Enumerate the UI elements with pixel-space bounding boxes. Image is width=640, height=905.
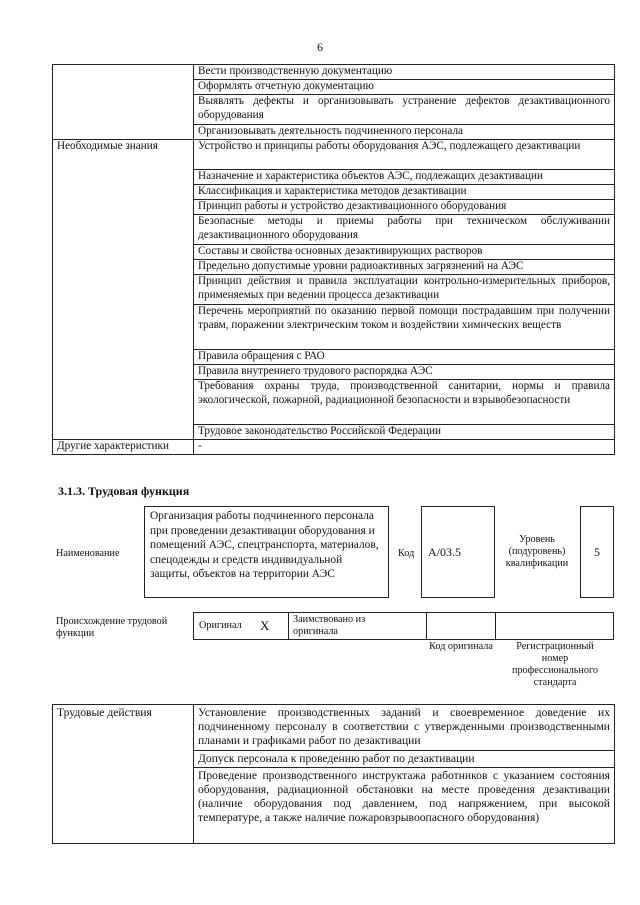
table-row: Вести производственную документацию [194,65,615,80]
table-row: Устройство и принципы работы оборудования АЭС, подлежащего дезактивации [194,140,615,170]
actions-label: Трудовые действия [53,705,194,844]
table-row: Предельно допустимые уровни радиоактивных загрязнений на АЭС [194,260,615,275]
other-value: - [194,440,615,455]
reg-number-cell [495,612,614,640]
table-row: Составы и свойства основных дезактивирующих растворов [194,245,615,260]
knowledge-label: Необходимые знания [53,140,194,440]
page-number: 6 [317,40,323,54]
code-label: Код [398,548,415,559]
empty-label-cell [53,65,194,140]
name-label: Наименование [56,548,120,559]
table-row: Допуск персонала к проведению работ по дезактивации [194,751,615,768]
origin-label: Происхождение трудовой функции [56,616,168,639]
table-row: Выявлять дефекты и организовывать устранение дефектов дезактивационного оборудования [194,95,615,125]
code-value: A/03.5 [428,545,461,559]
table-row: Организовывать деятельность подчиненного персонала [194,125,615,140]
table-row: Принцип действия и правила эксплуатации контрольно-измерительных приборов, применяемых при ведении процесса дезактивации [194,275,615,305]
table-row: Установление производственных заданий и своевременное доведение их подчиненному персоналу в соответствии с утвержденными производственными планами и графиками работ по дезактивации [194,705,615,751]
section-title: 3.1.3. Трудовая функция [58,484,190,498]
level-box [580,506,614,598]
table-row: Проведение производственного инструктажа работников с указанием состояния оборудования, радиационной обстановки на месте проведения дезактивации (наличие оборудования под давлением, под напряжением, при высокой температуре, а также наличие пожаровзрывоопасного оборудования) [194,768,615,844]
level-label: Уровень (подуровень) квалификации [505,534,569,569]
table-row: Оформлять отчетную документацию [194,80,615,95]
reg-caption: Регистрационный номер профессионального стандарта [512,641,598,688]
borrowed-label: Заимствовано из оригинала [293,614,366,637]
table-row: Правила обращения с РАО [194,350,615,365]
table-row: Перечень мероприятий по оказанию первой помощи пострадавшим при получении травм, поражении электрическим током и воздействии химических веществ [194,305,615,350]
table-row: Принцип работы и устройство дезактивационного оборудования [194,200,615,215]
function-name: Организация работы подчиненного персонала при проведении дезактивации оборудования и помещений АЭС, спецтранспорта, материалов, спецодежды и средств индивидуальной защиты, объектов на территории АЭС [150,510,379,581]
original-label: Оригинал [199,620,242,631]
table-row: Классификация и характеристика методов дезактивации [194,185,615,200]
original-cell [193,612,289,640]
table-row: Правила внутреннего трудового распорядка АЭС [194,365,615,380]
table-row: Безопасные методы и приемы работы при техническом обслуживании дезактивационного оборудования [194,215,615,245]
code-box [421,506,495,598]
level-value: 5 [594,545,600,559]
knowledge-table [52,64,615,455]
borrowed-cell [288,612,427,640]
original-mark: X [260,618,270,633]
actions-table [52,704,615,844]
function-name-box [144,506,389,598]
other-label: Другие характеристики [53,440,194,455]
table-row: Трудовое законодательство Российской Федерации [194,425,615,440]
origin-code-cell [426,612,496,640]
code-caption: Код оригинала [429,641,493,652]
table-row: Назначение и характеристика объектов АЭС, подлежащих дезактивации [194,170,615,185]
table-row: Требования охраны труда, производственной санитарии, нормы и правила экологической, пожарной, радиационной безопасности и взрывобезопасности [194,380,615,425]
